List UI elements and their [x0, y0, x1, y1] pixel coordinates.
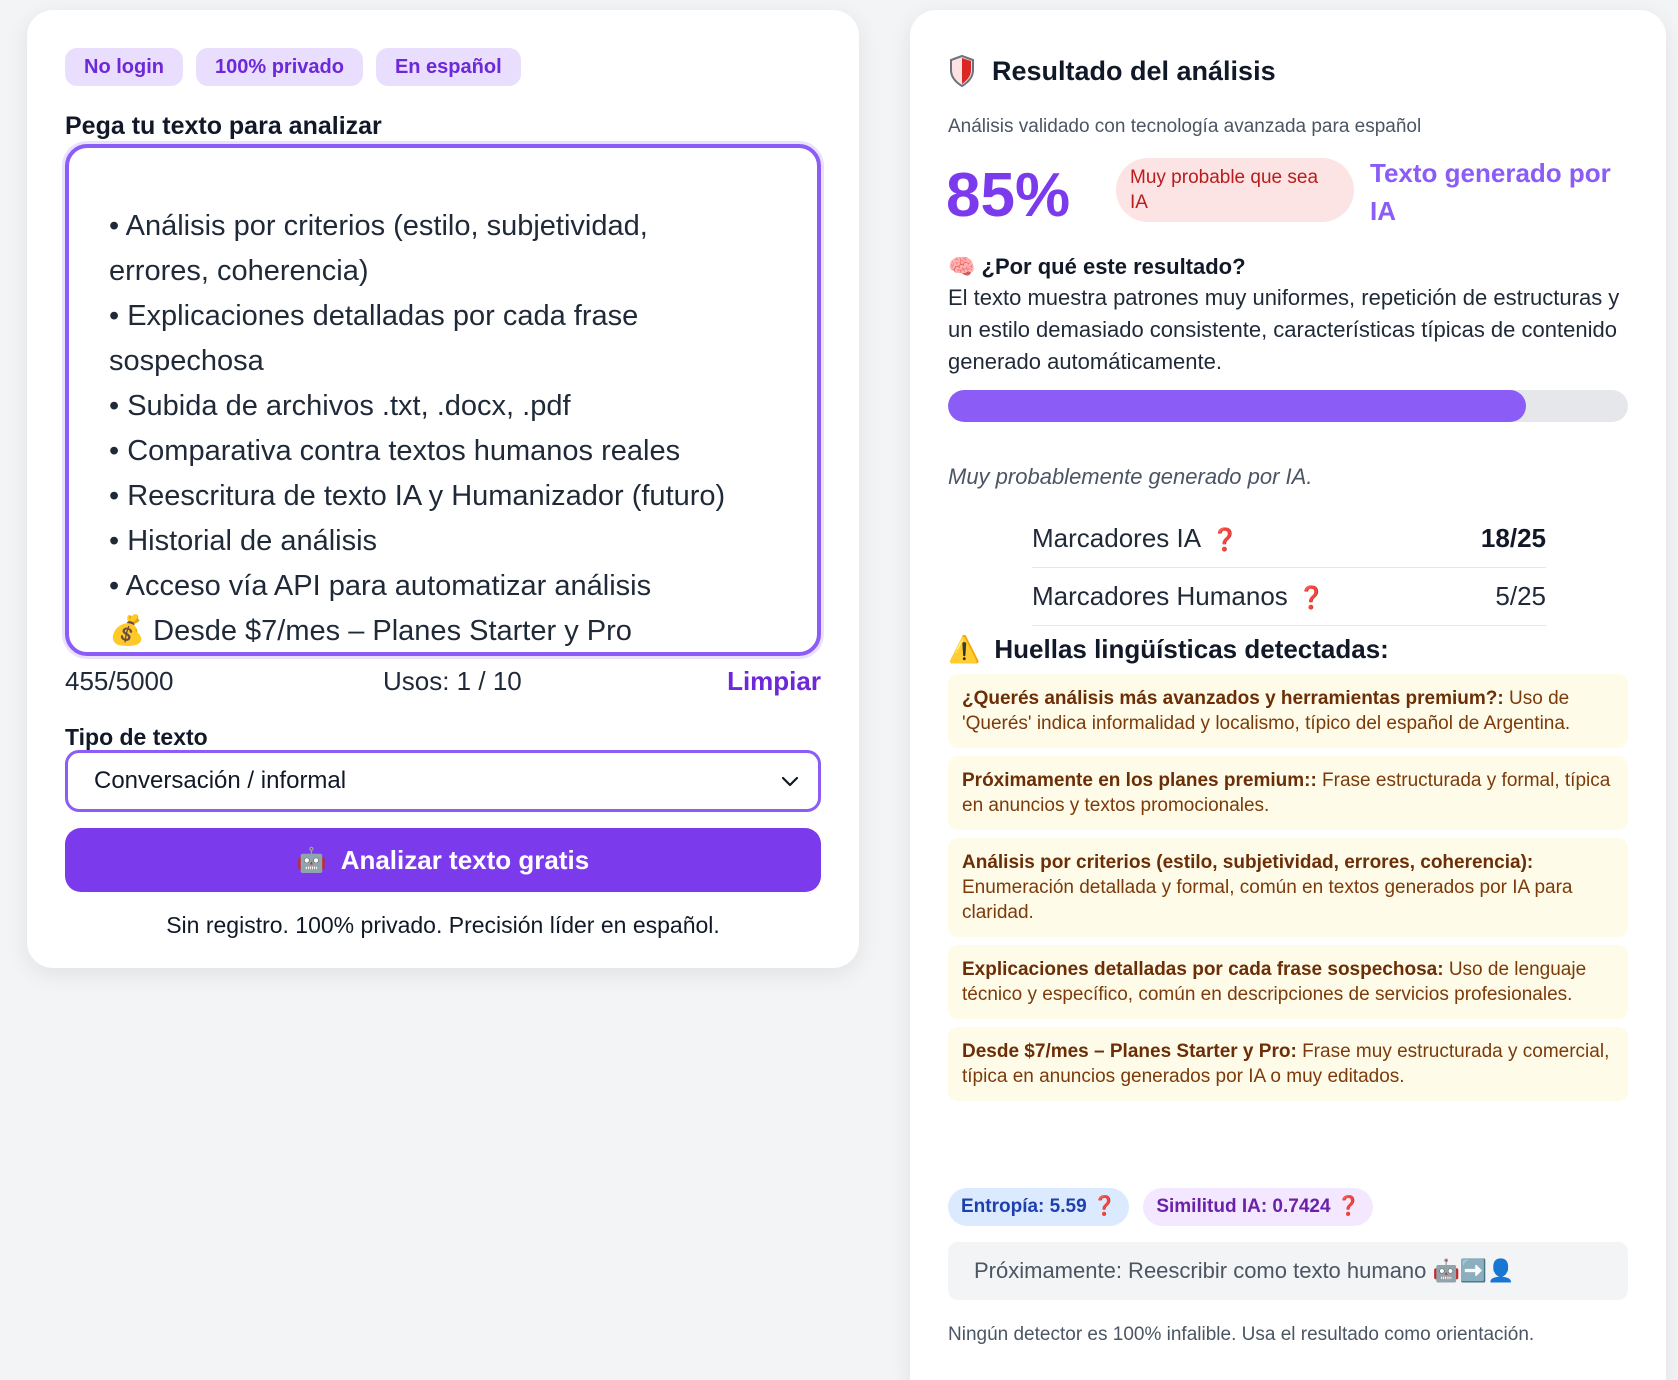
marker-label-wrap [1032, 523, 1238, 554]
result-subtitle: Análisis validado con tecnología avanzada para español [948, 116, 1422, 137]
text-input-label: Pega tu texto para analizar [65, 112, 382, 140]
shield-icon [948, 54, 976, 88]
disclaimer: Ningún detector es 100% infalible. Usa el resultado como orientación. [948, 1324, 1535, 1345]
usage-count: Usos: 1 / 10 [383, 666, 522, 696]
probability-badge: Muy probable que sea IA [1116, 158, 1354, 222]
result-header [948, 54, 1276, 88]
warning-icon: ⚠️ [948, 634, 981, 664]
similarity-badge [1143, 1188, 1373, 1226]
fingerprint-explanation: Uso de lenguaje técnico y específico, común en descripciones de servicios profesionales. [962, 959, 1587, 1005]
fingerprint-item [948, 1027, 1628, 1101]
text-line: errores, coherencia) [109, 255, 369, 287]
marker-label: Marcadores IA [1032, 523, 1202, 553]
text-line: • Acceso vía API para automatizar análisis [109, 570, 652, 602]
result-summary: Muy probablemente generado por IA. [948, 464, 1313, 489]
marker-label-wrap [1032, 581, 1325, 612]
analyze-button[interactable] [65, 828, 821, 892]
char-count: 455/5000 [65, 666, 174, 696]
help-icon[interactable]: ❓ [1092, 1196, 1117, 1217]
clear-button[interactable]: Limpiar [727, 666, 821, 696]
entropy-label: Entropía: 5.59 [961, 1196, 1087, 1217]
fingerprints-header [948, 634, 1389, 665]
marker-row-human [1032, 568, 1546, 626]
ai-probability-bar-fill [948, 390, 1526, 422]
entropy-badge [948, 1188, 1129, 1226]
text-line: • Explicaciones detalladas por cada frase [109, 300, 639, 332]
fingerprint-phrase: Análisis por criterios (estilo, subjetividad, errores, coherencia): [962, 852, 1534, 873]
fingerprint-explanation: Enumeración detallada y formal, común en textos generados por IA para claridad. [962, 877, 1573, 923]
chevron-down-icon [780, 771, 800, 791]
ai-percent: 85% [946, 161, 1071, 230]
fingerprint-explanation: Frase estructurada y formal, típica en anuncios y textos promocionales. [962, 770, 1611, 816]
robot-icon: 🤖 [296, 846, 327, 874]
text-line: • Historial de análisis [109, 525, 378, 557]
fingerprint-item [948, 838, 1628, 937]
fingerprint-item [948, 945, 1628, 1019]
verdict-text: Texto generado por IA [1370, 158, 1611, 226]
marker-value: 5/25 [1495, 581, 1546, 611]
text-type-label: Tipo de texto [65, 724, 208, 750]
fingerprint-phrase: Próximamente en los planes premium:: [962, 770, 1317, 791]
text-line: • Reescritura de texto IA y Humanizador (futuro) [109, 480, 726, 512]
help-icon[interactable]: ❓ [1336, 1196, 1361, 1217]
similarity-label: Similitud IA: 0.7424 [1156, 1196, 1331, 1217]
why-title: 🧠 ¿Por qué este resultado? [948, 254, 1246, 279]
counter-row [65, 662, 821, 702]
tagline: Sin registro. 100% privado. Precisión líder en español. [166, 912, 720, 938]
text-line: • Comparativa contra textos humanos reales [109, 435, 681, 467]
help-icon[interactable]: ❓ [1211, 527, 1239, 552]
metrics-row [948, 1188, 1373, 1226]
fingerprint-phrase: Explicaciones detalladas por cada frase sospechosa: [962, 959, 1444, 980]
text-type-select[interactable] [65, 750, 821, 812]
fingerprint-item [948, 674, 1628, 748]
text-input-area[interactable] [65, 144, 821, 656]
feature-badges [65, 48, 521, 86]
fingerprint-phrase: ¿Querés análisis más avanzados y herramientas premium?: [962, 688, 1504, 709]
fingerprints-title: Huellas lingüísticas detectadas: [994, 634, 1389, 664]
markers-table [1032, 510, 1546, 626]
why-text: El texto muestra patrones muy uniformes, repetición de estructuras y un estilo demasiado consistente, características típicas de contenido generado automáticamente. [948, 285, 1620, 374]
text-type-selected: Conversación / informal [94, 767, 347, 794]
marker-label: Marcadores Humanos [1032, 581, 1288, 611]
text-line: 💰 Desde $7/mes – Planes Starter y Pro [109, 615, 632, 647]
fingerprint-explanation: Uso de 'Querés' indica informalidad y localismo, típico del español de Argentina. [962, 688, 1571, 734]
badge-private: 100% privado [196, 48, 363, 86]
badge-no-login: No login [65, 48, 183, 86]
help-icon[interactable]: ❓ [1297, 585, 1326, 610]
fingerprints-list [948, 674, 1628, 1109]
fingerprint-phrase: Desde $7/mes – Planes Starter y Pro: [962, 1041, 1297, 1062]
rewrite-coming-soon: Próximamente: Reescribir como texto humano 🤖➡️👤 [948, 1242, 1628, 1300]
analyze-button-label: Analizar texto gratis [340, 844, 590, 875]
text-line: • Análisis por criterios (estilo, subjetividad, [109, 210, 648, 242]
text-line: • Subida de archivos .txt, .docx, .pdf [109, 390, 571, 422]
result-title: Resultado del análisis [992, 55, 1276, 86]
marker-row-ai [1032, 510, 1546, 568]
marker-value: 18/25 [1480, 523, 1546, 553]
text-line: sospechosa [109, 345, 264, 377]
input-card [27, 10, 859, 968]
fingerprint-item [948, 756, 1628, 830]
fingerprint-explanation: Frase muy estructurada y comercial, típica en anuncios generados por IA o muy editados. [962, 1041, 1610, 1087]
result-card [910, 10, 1666, 1380]
ai-probability-bar [948, 390, 1628, 422]
badge-spanish: En español [376, 48, 521, 86]
